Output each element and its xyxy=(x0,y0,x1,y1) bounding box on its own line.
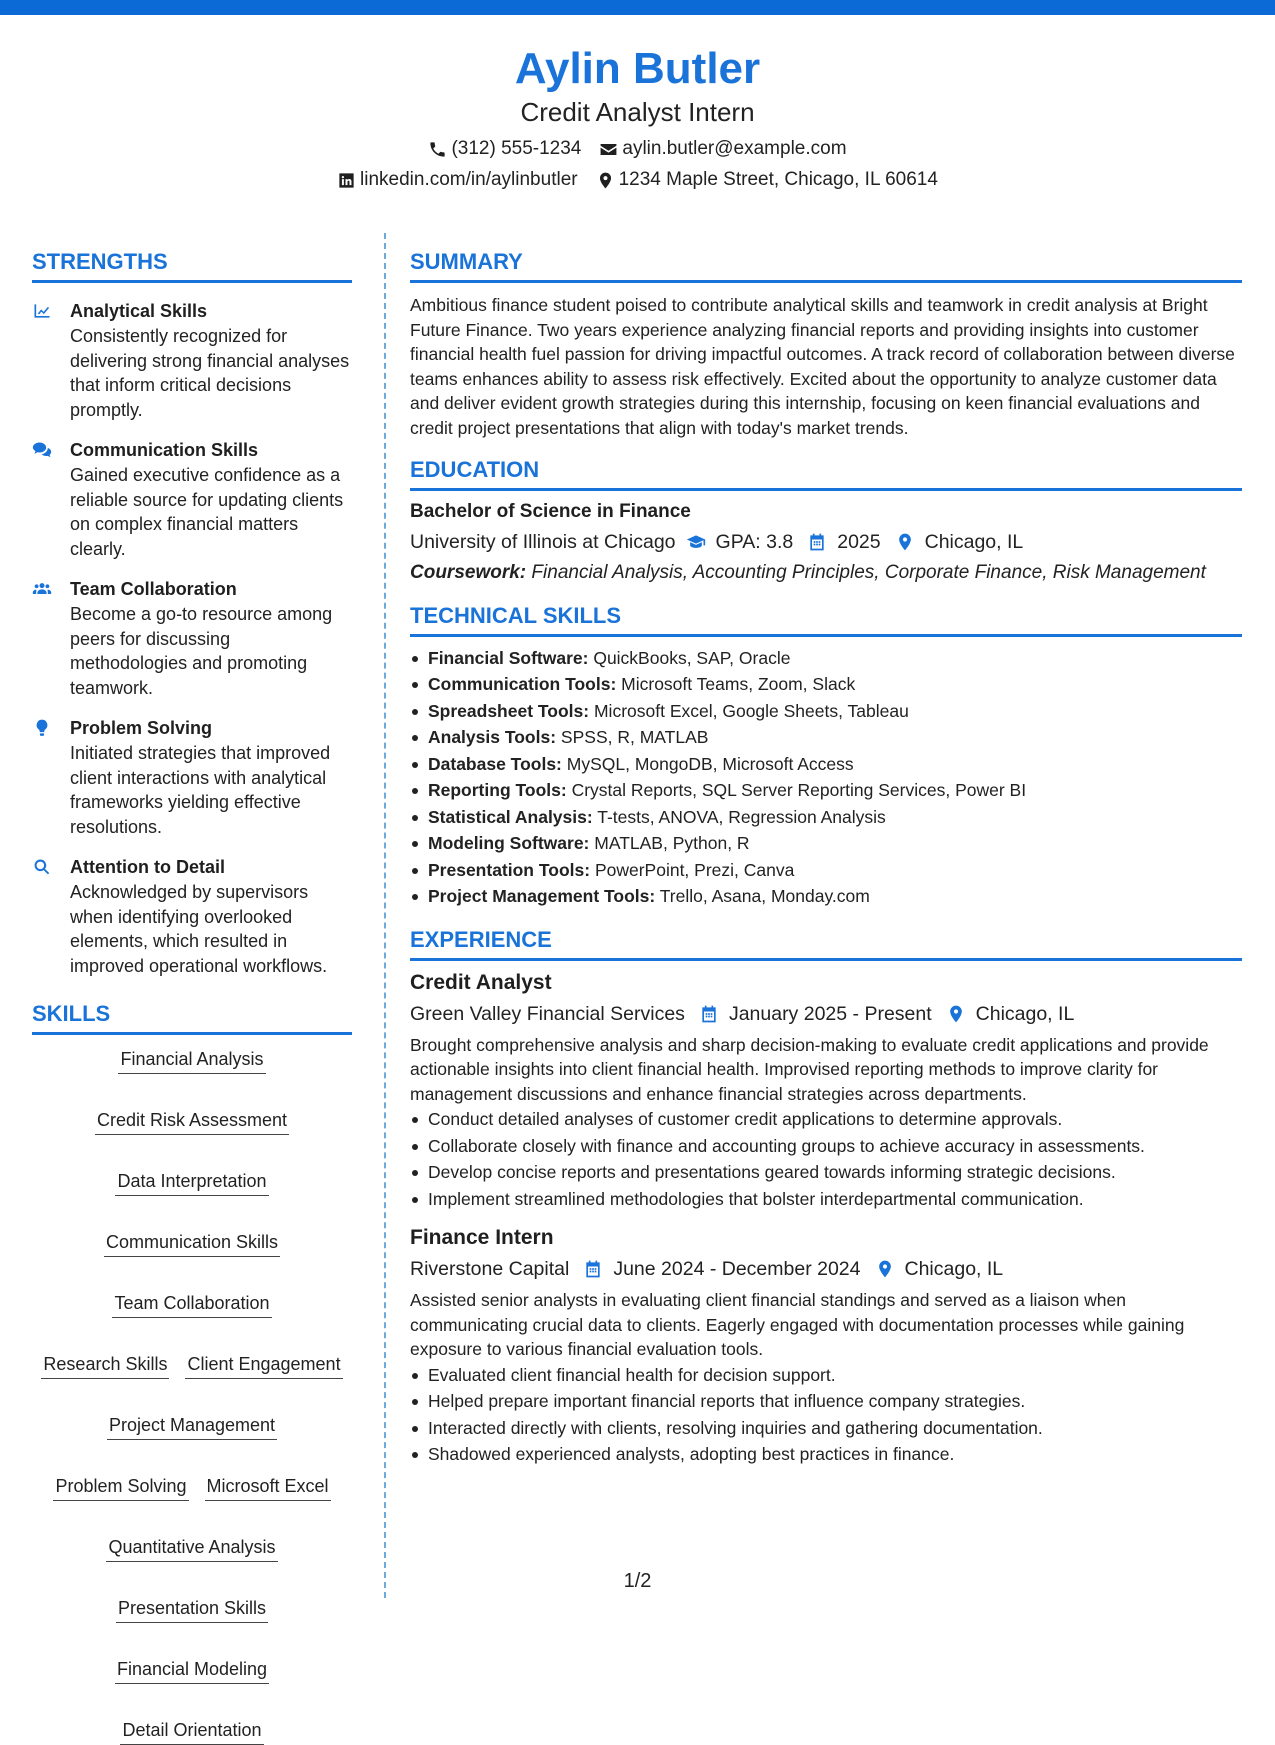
skill-tag: Client Engagement xyxy=(185,1352,342,1379)
contact-row-1 xyxy=(0,136,1275,162)
job-bullets xyxy=(410,1106,1242,1212)
strength-item xyxy=(32,438,352,561)
job-dates: January 2025 - Present xyxy=(728,1002,932,1025)
graduation-cap-icon xyxy=(686,532,706,552)
job-description: Assisted senior analysts in evaluating client financial standings and served as a liaison when communicating crucial data to clients. Eagerly engaged with documentation processes while gaining exposure to various financial evaluation tools. xyxy=(410,1290,1185,1359)
school-item xyxy=(410,527,793,557)
list-item: Database Tools: MySQL, MongoDB, Microsoft Access xyxy=(410,751,1242,778)
job-title: Credit Analyst xyxy=(410,970,552,994)
page-number: 1/2 xyxy=(623,1570,652,1592)
list-item: Communication Tools: Microsoft Teams, Zoom, Slack xyxy=(410,671,1242,698)
phone-item xyxy=(428,136,581,162)
technical-skills-list xyxy=(410,645,1242,910)
strength-item xyxy=(32,855,352,978)
address-item xyxy=(596,167,938,193)
skill-tag: Financial Modeling xyxy=(115,1657,269,1684)
strength-desc: Become a go-to resource among peers for discussing methodologies and promoting teamwork. xyxy=(70,604,333,698)
list-item: Interacted directly with clients, resolving inquiries and gathering documentation. xyxy=(410,1415,1242,1442)
list-item: Reporting Tools: Crystal Reports, SQL Server Reporting Services, Power BI xyxy=(410,777,1242,804)
map-pin-icon xyxy=(875,1259,895,1279)
school-name: University of Illinois at Chicago xyxy=(410,531,676,553)
gpa: GPA: 3.8 xyxy=(715,531,794,553)
search-icon xyxy=(32,857,52,877)
job-location: Chicago, IL xyxy=(975,1002,1075,1025)
strength-title: Team Collaboration xyxy=(70,579,237,599)
skill-tag: Quantitative Analysis xyxy=(106,1535,277,1562)
skill-tag: Communication Skills xyxy=(104,1230,280,1257)
job-entry xyxy=(410,969,1242,1213)
strength-item xyxy=(32,577,352,700)
education-heading: EDUCATION xyxy=(410,456,1242,491)
strength-desc: Initiated strategies that improved client interactions with analytical frameworks yielding effective resolutions. xyxy=(70,743,331,837)
map-pin-icon xyxy=(895,532,915,552)
skill-tag: Detail Orientation xyxy=(120,1718,263,1745)
list-item: Evaluated client financial health for decision support. xyxy=(410,1362,1242,1389)
job-title: Finance Intern xyxy=(410,1226,554,1249)
degree: Bachelor of Science in Finance xyxy=(410,501,691,522)
strength-title: Communication Skills xyxy=(70,440,259,460)
linkedin-icon xyxy=(337,171,356,190)
map-pin-icon xyxy=(946,1004,966,1024)
skill-tag: Project Management xyxy=(107,1413,277,1440)
strength-desc: Gained executive confidence as a reliable source for updating clients on complex financial matters clearly. xyxy=(70,465,344,559)
coursework-label: Coursework: xyxy=(410,562,527,583)
job-description: Brought comprehensive analysis and sharp decision-making to evaluate credit applications and provide actionable insights into client financial health. Improvised reporting methods to improve clarity for management discussions and enhance financial strategies across departments. xyxy=(410,1034,1209,1104)
experience-section xyxy=(410,926,1242,1468)
candidate-name: Aylin Butler xyxy=(514,44,761,93)
job-entry xyxy=(410,1224,1242,1468)
list-item: Implement streamlined methodologies that bolster interdepartmental communication. xyxy=(410,1186,1242,1213)
top-accent-bar xyxy=(0,0,1275,15)
summary-text: Ambitious finance student poised to contribute analytical skills and teamwork in credit analysis at Bright Future Finance. Two years experience analyzing financial reports and providing insights into customer financial health fuel passion for driving impactful outcomes. A track record of collaboration between diverse teams enhances ability to assess risk effectively. Excited about the opportunity to analyze customer data and deliver evident growth strategies during this internship, focusing on keen financial evaluations and credit project presentations that align with today's market trends. xyxy=(410,295,1235,438)
list-item: Shadowed experienced analysts, adopting best practices in finance. xyxy=(410,1441,1242,1468)
comments-icon xyxy=(32,440,52,460)
envelope-icon xyxy=(599,140,618,159)
address-text: 1234 Maple Street, Chicago, IL 60614 xyxy=(618,169,938,190)
skills-list xyxy=(32,1047,352,1745)
coursework xyxy=(410,561,1242,586)
summary-heading: SUMMARY xyxy=(410,248,1242,283)
list-item: Presentation Tools: PowerPoint, Prezi, Canva xyxy=(410,857,1242,884)
list-item: Financial Software: QuickBooks, SAP, Oracle xyxy=(410,645,1242,672)
skill-tag: Microsoft Excel xyxy=(205,1474,331,1501)
strength-desc: Acknowledged by supervisors when identifying overlooked elements, which resulted in improved operational workflows. xyxy=(70,882,328,976)
experience-heading: EXPERIENCE xyxy=(410,926,1242,961)
education-section xyxy=(410,456,1242,586)
technical-skills-heading: TECHNICAL SKILLS xyxy=(410,602,1242,637)
skill-tag: Presentation Skills xyxy=(116,1596,268,1623)
list-item: Collaborate closely with finance and accounting groups to achieve accuracy in assessments. xyxy=(410,1133,1242,1160)
contact-row-2 xyxy=(0,167,1275,193)
skill-tag: Credit Risk Assessment xyxy=(95,1108,289,1135)
coursework-list: Financial Analysis, Accounting Principles, Corporate Finance, Risk Management xyxy=(531,562,1206,583)
map-pin-icon xyxy=(596,171,615,190)
list-item: Helped prepare important financial reports that influence company strategies. xyxy=(410,1388,1242,1415)
email-item[interactable] xyxy=(599,136,846,162)
list-item: Analysis Tools: SPSS, R, MATLAB xyxy=(410,724,1242,751)
list-item: Conduct detailed analyses of customer credit applications to determine approvals. xyxy=(410,1106,1242,1133)
left-column xyxy=(32,248,352,1745)
phone-text: (312) 555-1234 xyxy=(451,138,582,159)
strength-title: Problem Solving xyxy=(70,718,213,738)
edu-location-item xyxy=(895,527,1024,557)
skill-tag: Team Collaboration xyxy=(112,1291,271,1318)
job-dates: June 2024 - December 2024 xyxy=(613,1258,861,1280)
strengths-heading: STRENGTHS xyxy=(32,248,352,283)
education-meta xyxy=(410,527,1242,557)
skills-heading: SKILLS xyxy=(32,1000,352,1035)
job-meta xyxy=(410,1254,1242,1284)
list-item: Develop concise reports and presentations geared towards informing strategic decisions. xyxy=(410,1159,1242,1186)
phone-icon xyxy=(428,140,447,159)
list-item: Spreadsheet Tools: Microsoft Excel, Google Sheets, Tableau xyxy=(410,698,1242,725)
list-item: Project Management Tools: Trello, Asana, Monday.com xyxy=(410,883,1242,910)
column-divider xyxy=(384,233,386,1598)
strength-item xyxy=(32,716,352,839)
strength-item xyxy=(32,299,352,422)
job-location: Chicago, IL xyxy=(904,1258,1004,1280)
technical-skills-section xyxy=(410,602,1242,910)
skill-tag: Research Skills xyxy=(41,1352,169,1379)
users-icon xyxy=(32,579,52,599)
lightbulb-icon xyxy=(32,718,52,738)
strength-title: Attention to Detail xyxy=(70,857,225,877)
calendar-icon xyxy=(699,1004,719,1024)
grad-year: 2025 xyxy=(837,531,881,553)
company-name: Green Valley Financial Services xyxy=(410,1002,685,1025)
right-column xyxy=(410,248,1242,1468)
email-text: aylin.butler@example.com xyxy=(622,138,847,159)
linkedin-item[interactable] xyxy=(337,167,578,193)
resume-header xyxy=(0,42,1275,193)
skill-tag: Financial Analysis xyxy=(118,1047,265,1074)
linkedin-text: linkedin.com/in/aylinbutler xyxy=(360,169,578,190)
strength-title: Analytical Skills xyxy=(70,301,208,321)
candidate-role: Credit Analyst Intern xyxy=(520,97,755,127)
chart-line-icon xyxy=(32,301,52,321)
year-item xyxy=(807,527,880,557)
list-item: Statistical Analysis: T-tests, ANOVA, Regression Analysis xyxy=(410,804,1242,831)
skill-tag: Data Interpretation xyxy=(115,1169,268,1196)
strength-desc: Consistently recognized for delivering strong financial analyses that inform critical decisions promptly. xyxy=(70,326,350,420)
calendar-icon xyxy=(583,1259,603,1279)
calendar-icon xyxy=(807,532,827,552)
company-name: Riverstone Capital xyxy=(410,1258,570,1280)
skill-tag: Problem Solving xyxy=(53,1474,188,1501)
list-item: Modeling Software: MATLAB, Python, R xyxy=(410,830,1242,857)
edu-location: Chicago, IL xyxy=(924,531,1024,553)
job-bullets xyxy=(410,1362,1242,1468)
job-meta xyxy=(410,999,1242,1029)
